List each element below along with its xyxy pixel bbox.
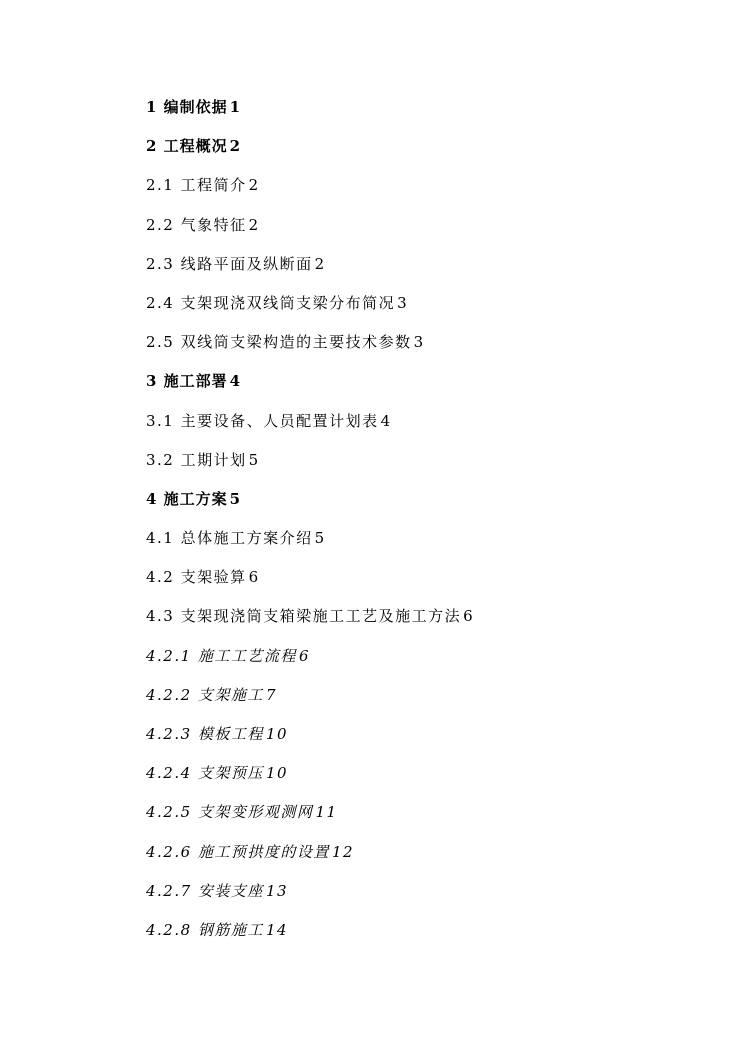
toc-entry-page: 3 [397,293,409,312]
toc-entry-title: 3 施工部署 [146,372,228,391]
toc-entry[interactable] [146,916,666,955]
toc-entry-page: 13 [265,881,289,900]
toc-entry-title: 2.3 线路平面及纵断面 [146,254,313,273]
toc-entry-page: 4 [380,411,392,430]
toc-entry[interactable] [146,642,666,681]
toc-entry-page: 7 [265,685,277,704]
toc-entry-title: 4.2 支架验算 [146,568,247,587]
toc-entry-page: 4 [229,372,242,391]
toc-entry-title: 4.1 总体施工方案介绍 [146,529,313,548]
toc-entry-title: 1 编制依据 [146,98,228,116]
toc-entry-title: 4.2.1 施工工艺流程 [146,646,297,665]
toc-entry-page: 2 [248,215,260,234]
toc-entry-title: 4.2.6 施工预拱度的设置 [146,842,330,861]
toc-entry-page: 2 [229,137,242,156]
toc-entry-page: 14 [265,920,289,939]
toc-entry[interactable] [146,171,666,210]
toc-entry-title: 2.5 双线筒支梁构造的主要技术参数 [146,333,412,352]
toc-entry-page: 11 [315,803,338,822]
toc-entry[interactable] [146,524,666,563]
toc-entry-title: 4.2.7 安装支座 [146,881,264,900]
toc-entry-title: 2.2 气象特征 [146,215,247,234]
toc-entry-title: 4.2.5 支架变形观测网 [146,803,314,822]
toc-entry[interactable] [146,681,666,720]
toc-entry-title: 4.2.2 支架施工 [146,685,264,704]
toc-entry-page: 6 [298,646,310,665]
toc-entry-page: 5 [248,450,260,469]
toc-entry-page: 2 [314,254,326,273]
toc-entry-title: 3.1 主要设备、人员配置计划表 [146,411,379,430]
toc-entry-title: 4.2.4 支架预压 [146,764,264,783]
toc-entry[interactable] [146,407,666,446]
toc-entry[interactable] [146,485,666,524]
toc-entry-title: 2 工程概况 [146,137,228,156]
toc-entry[interactable] [146,367,666,406]
toc-entry[interactable] [146,759,666,798]
toc-entry-title: 2.1 工程简介 [146,176,247,195]
toc-entry[interactable] [146,93,666,132]
toc-entry[interactable] [146,838,666,877]
toc-entry-page: 6 [248,568,260,587]
toc-entry-page: 6 [463,607,475,626]
toc-entry[interactable] [146,132,666,171]
toc-entry[interactable] [146,720,666,759]
toc-entry[interactable] [146,250,666,289]
toc-entry-title: 3.2 工期计划 [146,450,247,469]
toc-entry[interactable] [146,877,666,916]
toc-entry-page: 10 [265,764,289,783]
toc-entry[interactable] [146,798,666,837]
toc-entry-page: 12 [331,842,355,861]
toc-entry-title: 4 施工方案 [146,489,228,508]
toc-entry-page: 2 [248,176,260,195]
toc-entry-title: 4.3 支架现浇筒支箱梁施工工艺及施工方法 [146,607,462,626]
toc-entry[interactable] [146,602,666,641]
toc-entry-title: 4.2.3 模板工程 [146,725,264,743]
toc-entry[interactable] [146,211,666,250]
toc-entry-title: 4.2.8 钢筋施工 [146,920,264,939]
toc-entry[interactable] [146,328,666,367]
toc-entry-page: 5 [229,489,242,508]
toc-entry-page: 5 [314,529,326,548]
toc-entry-page: 3 [413,333,425,352]
table-of-contents [146,93,666,955]
toc-entry-page: 1 [229,98,242,116]
toc-entry[interactable] [146,563,666,602]
toc-entry[interactable] [146,446,666,485]
toc-entry-page: 10 [265,725,289,743]
toc-entry-title: 2.4 支架现浇双线筒支梁分布简况 [146,293,396,312]
toc-entry[interactable] [146,289,666,328]
